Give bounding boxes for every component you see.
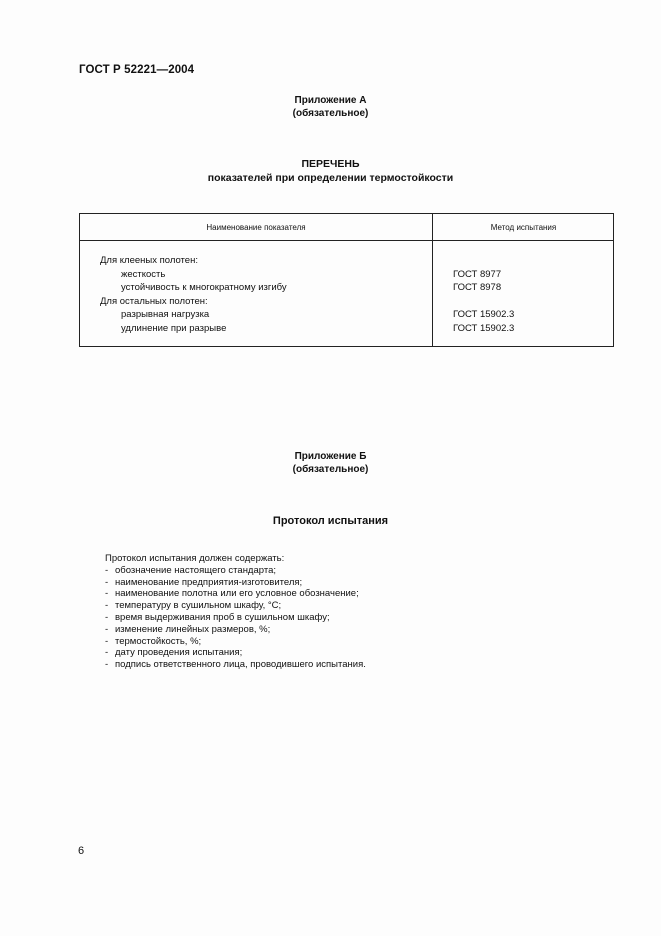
column-header-indicator: Наименование показателя [206,223,306,232]
table-row [80,255,613,269]
list-item [105,659,366,671]
indicator-cell: разрывная нагрузка [121,309,210,320]
list-bullet: - [105,576,109,588]
list-item-text: наименование полотна или его условное обозначение; [115,588,359,600]
standard-designation: ГОСТ Р 52221—2004 [79,64,195,76]
list-item-text: изменение линейных размеров, %; [115,623,271,635]
table-row [80,269,613,283]
annex-a-label: Приложение А [294,95,367,106]
list-item-text: температуру в сушильном шкафу, °С; [115,600,282,612]
annex-b-heading [0,450,661,476]
list-item [105,647,366,659]
indicator-cell: Для остальных полотен: [100,295,208,307]
list-bullet: - [105,611,109,623]
method-cell: ГОСТ 8978 [453,282,502,293]
table-row [80,323,613,337]
list-item [105,624,366,636]
method-cell: ГОСТ 15902.3 [453,322,515,334]
annex-b-title: Протокол испытания [272,515,389,527]
list-item-text: подпись ответственного лица, проводившего испытания. [115,659,366,671]
list-bullet: - [105,647,109,659]
list-item [105,577,366,589]
list-bullet: - [105,588,109,600]
list-item-text: дату проведения испытания; [115,647,243,659]
list-bullet: - [105,564,109,576]
list-bullet: - [105,623,109,635]
indicator-cell: устойчивость к многократному изгибу [121,282,287,293]
annex-a-subtitle: показателей при определении термостойкости [207,172,454,184]
protocol-intro: Протокол испытания должен содержать: [105,553,285,564]
list-item-text: термостойкость, %; [115,635,202,647]
list-bullet: - [105,659,109,671]
annex-a-heading [0,94,661,120]
list-item [105,612,366,624]
table-row [80,282,613,296]
table-body [80,255,613,336]
table-row [80,309,613,323]
table-row [80,296,613,310]
list-bullet: - [105,635,109,647]
page-number: 6 [78,845,85,857]
indicator-cell: удлинение при разрыве [121,322,227,334]
list-item-text: наименование предприятия-изготовителя; [115,576,303,588]
list-item-text: обозначение настоящего стандарта; [115,564,277,576]
annex-a-title: ПЕРЕЧЕНЬ [301,158,360,170]
column-header-method: Метод испытания [490,223,557,232]
annex-b-label: Приложение Б [294,451,367,462]
list-item [105,588,366,600]
list-item [105,565,366,577]
list-item [105,600,366,612]
annex-a-status: (обязательное) [292,108,369,119]
indicator-cell: Для клееных полотен: [100,255,198,266]
list-item [105,636,366,648]
annex-a-title-block [0,157,661,185]
list-bullet: - [105,600,109,612]
annex-b-status: (обязательное) [292,464,369,475]
indicator-cell: жесткость [121,268,166,280]
indicators-table [79,213,614,347]
list-item-text: время выдерживания проб в сушильном шкафу; [115,611,330,623]
method-cell: ГОСТ 8977 [453,268,502,280]
protocol-contents [105,553,366,671]
method-cell: ГОСТ 15902.3 [453,309,515,320]
